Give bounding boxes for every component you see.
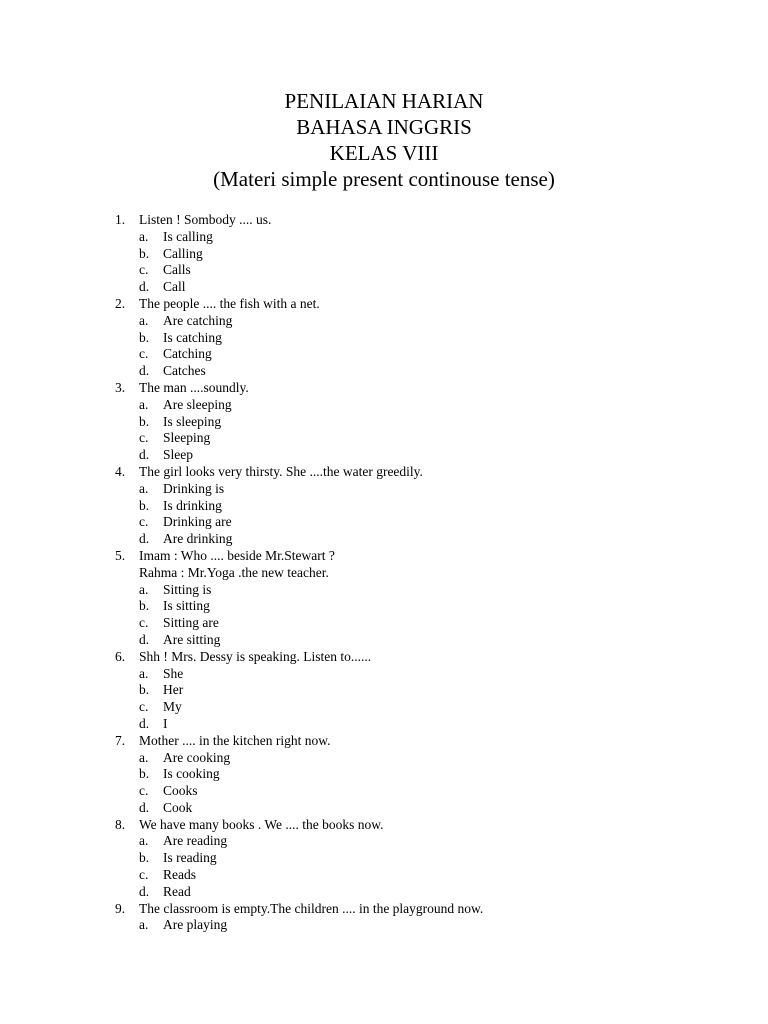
option-letter: b.	[139, 598, 150, 614]
option-letter: a.	[139, 396, 149, 412]
question-text: The girl looks very thirsty. She ....the water greedily.	[139, 463, 423, 479]
option-text: Are drinking	[163, 531, 233, 547]
option-text: Reads	[163, 867, 196, 883]
option-letter: b.	[139, 850, 150, 866]
question-extra-line	[0, 565, 768, 582]
option-letter: b.	[139, 682, 150, 698]
option-text: Calls	[163, 262, 191, 278]
answer-option	[0, 716, 768, 733]
option-text: She	[163, 665, 184, 681]
answer-option	[0, 330, 768, 347]
option-text: Are playing	[163, 917, 228, 933]
answer-option	[0, 766, 768, 783]
question-number: 9.	[115, 900, 126, 916]
question-item	[0, 733, 768, 817]
question-item	[0, 649, 768, 733]
answer-option	[0, 582, 768, 599]
option-text: Sleeping	[163, 430, 211, 446]
question-number: 2.	[115, 295, 126, 311]
answer-option	[0, 481, 768, 498]
question-text: The people .... the fish with a net.	[139, 295, 320, 311]
question-text: Imam : Who .... beside Mr.Stewart ?	[139, 547, 335, 563]
option-text: Cook	[163, 799, 193, 815]
option-text: Sitting are	[163, 615, 219, 631]
option-letter: d.	[139, 715, 150, 731]
answer-option	[0, 682, 768, 699]
option-text: Is catching	[163, 329, 222, 345]
question-item	[0, 464, 768, 548]
option-letter: a.	[139, 581, 149, 597]
option-text: Are reading	[163, 833, 228, 849]
answer-option	[0, 632, 768, 649]
answer-option	[0, 430, 768, 447]
option-text: Cooks	[163, 783, 198, 799]
option-text: Is cooking	[163, 766, 220, 782]
answer-option	[0, 666, 768, 683]
option-text: Is sitting	[163, 598, 210, 614]
option-text: Sleep	[163, 447, 193, 463]
question-stem	[0, 380, 768, 397]
option-letter: a.	[139, 833, 149, 849]
answer-option	[0, 615, 768, 632]
option-letter: d.	[139, 799, 150, 815]
option-text: Is calling	[163, 228, 213, 244]
header-material: (Materi simple present continouse tense)	[213, 167, 555, 191]
option-letter: b.	[139, 245, 150, 261]
answer-option	[0, 833, 768, 850]
answer-option	[0, 246, 768, 263]
answer-option	[0, 867, 768, 884]
option-letter: c.	[139, 346, 149, 362]
answer-option	[0, 800, 768, 817]
question-stem	[0, 733, 768, 750]
option-text: Is drinking	[163, 497, 222, 513]
option-letter: a.	[139, 228, 149, 244]
document-header	[0, 88, 768, 192]
answer-option	[0, 447, 768, 464]
question-stem	[0, 817, 768, 834]
answer-option	[0, 783, 768, 800]
option-text: Catches	[163, 363, 206, 379]
option-text: Sitting is	[163, 581, 212, 597]
option-text: Call	[163, 279, 186, 295]
question-text: The classroom is empty.The children .... in the playground now.	[139, 900, 484, 916]
header-title: PENILAIAN HARIAN	[284, 89, 484, 113]
option-text: Are catching	[163, 312, 233, 328]
question-number: 7.	[115, 732, 126, 748]
option-text: My	[163, 699, 182, 715]
answer-option	[0, 598, 768, 615]
question-text: Shh ! Mrs. Dessy is speaking. Listen to......	[139, 648, 372, 664]
option-letter: a.	[139, 480, 149, 496]
option-letter: a.	[139, 665, 149, 681]
answer-option	[0, 397, 768, 414]
question-text: The man ....soundly.	[139, 379, 249, 395]
header-class: KELAS VIII	[329, 141, 439, 165]
option-text: Are cooking	[163, 749, 231, 765]
answer-option	[0, 414, 768, 431]
answer-option	[0, 498, 768, 515]
answer-option	[0, 262, 768, 279]
question-number: 8.	[115, 816, 126, 832]
question-number: 6.	[115, 648, 126, 664]
question-item	[0, 380, 768, 464]
answer-option	[0, 750, 768, 767]
question-text: Listen ! Sombody .... us.	[139, 212, 272, 227]
answer-option	[0, 884, 768, 901]
option-text: Calling	[163, 245, 203, 261]
answer-option	[0, 229, 768, 246]
option-letter: c.	[139, 867, 149, 883]
option-text: Are sleeping	[163, 396, 232, 412]
option-text: Catching	[163, 346, 212, 362]
option-letter: c.	[139, 615, 149, 631]
option-letter: a.	[139, 749, 149, 765]
question-stem	[0, 296, 768, 313]
question-item	[0, 212, 768, 296]
option-letter: c.	[139, 262, 149, 278]
option-letter: d.	[139, 631, 150, 647]
question-text: Mother .... in the kitchen right now.	[139, 732, 331, 748]
option-letter: d.	[139, 279, 150, 295]
option-text: Read	[163, 883, 191, 899]
question-list	[0, 212, 768, 934]
option-letter: c.	[139, 430, 149, 446]
option-text: Her	[163, 682, 184, 698]
option-letter: d.	[139, 883, 150, 899]
answer-option	[0, 313, 768, 330]
question-item	[0, 901, 768, 935]
answer-option	[0, 279, 768, 296]
option-letter: d.	[139, 531, 150, 547]
option-text: Are sitting	[163, 631, 221, 647]
option-letter: d.	[139, 363, 150, 379]
answer-option	[0, 531, 768, 548]
question-stem	[0, 649, 768, 666]
question-extra-text: Rahma : Mr.Yoga .the new teacher.	[139, 564, 329, 580]
question-stem	[0, 548, 768, 565]
answer-option	[0, 514, 768, 531]
option-letter: c.	[139, 514, 149, 530]
answer-option	[0, 363, 768, 380]
option-text: I	[163, 715, 168, 731]
question-number: 1.	[115, 212, 126, 227]
question-stem	[0, 464, 768, 481]
option-letter: c.	[139, 783, 149, 799]
option-letter: d.	[139, 447, 150, 463]
option-letter: b.	[139, 766, 150, 782]
option-letter: b.	[139, 497, 150, 513]
question-text: We have many books . We .... the books now.	[139, 816, 384, 832]
answer-option	[0, 699, 768, 716]
question-item	[0, 548, 768, 649]
question-item	[0, 817, 768, 901]
answer-option	[0, 917, 768, 934]
question-number: 3.	[115, 379, 126, 395]
question-number: 5.	[115, 547, 126, 563]
answer-option	[0, 850, 768, 867]
option-letter: a.	[139, 312, 149, 328]
option-text: Is reading	[163, 850, 217, 866]
question-number: 4.	[115, 463, 126, 479]
option-letter: b.	[139, 329, 150, 345]
header-subject: BAHASA INGGRIS	[296, 115, 472, 139]
question-stem	[0, 212, 768, 229]
question-stem	[0, 901, 768, 918]
answer-option	[0, 346, 768, 363]
option-letter: c.	[139, 699, 149, 715]
question-item	[0, 296, 768, 380]
option-letter: b.	[139, 413, 150, 429]
option-letter: a.	[139, 917, 149, 933]
option-text: Drinking are	[163, 514, 232, 530]
option-text: Drinking is	[163, 480, 225, 496]
option-text: Is sleeping	[163, 413, 222, 429]
